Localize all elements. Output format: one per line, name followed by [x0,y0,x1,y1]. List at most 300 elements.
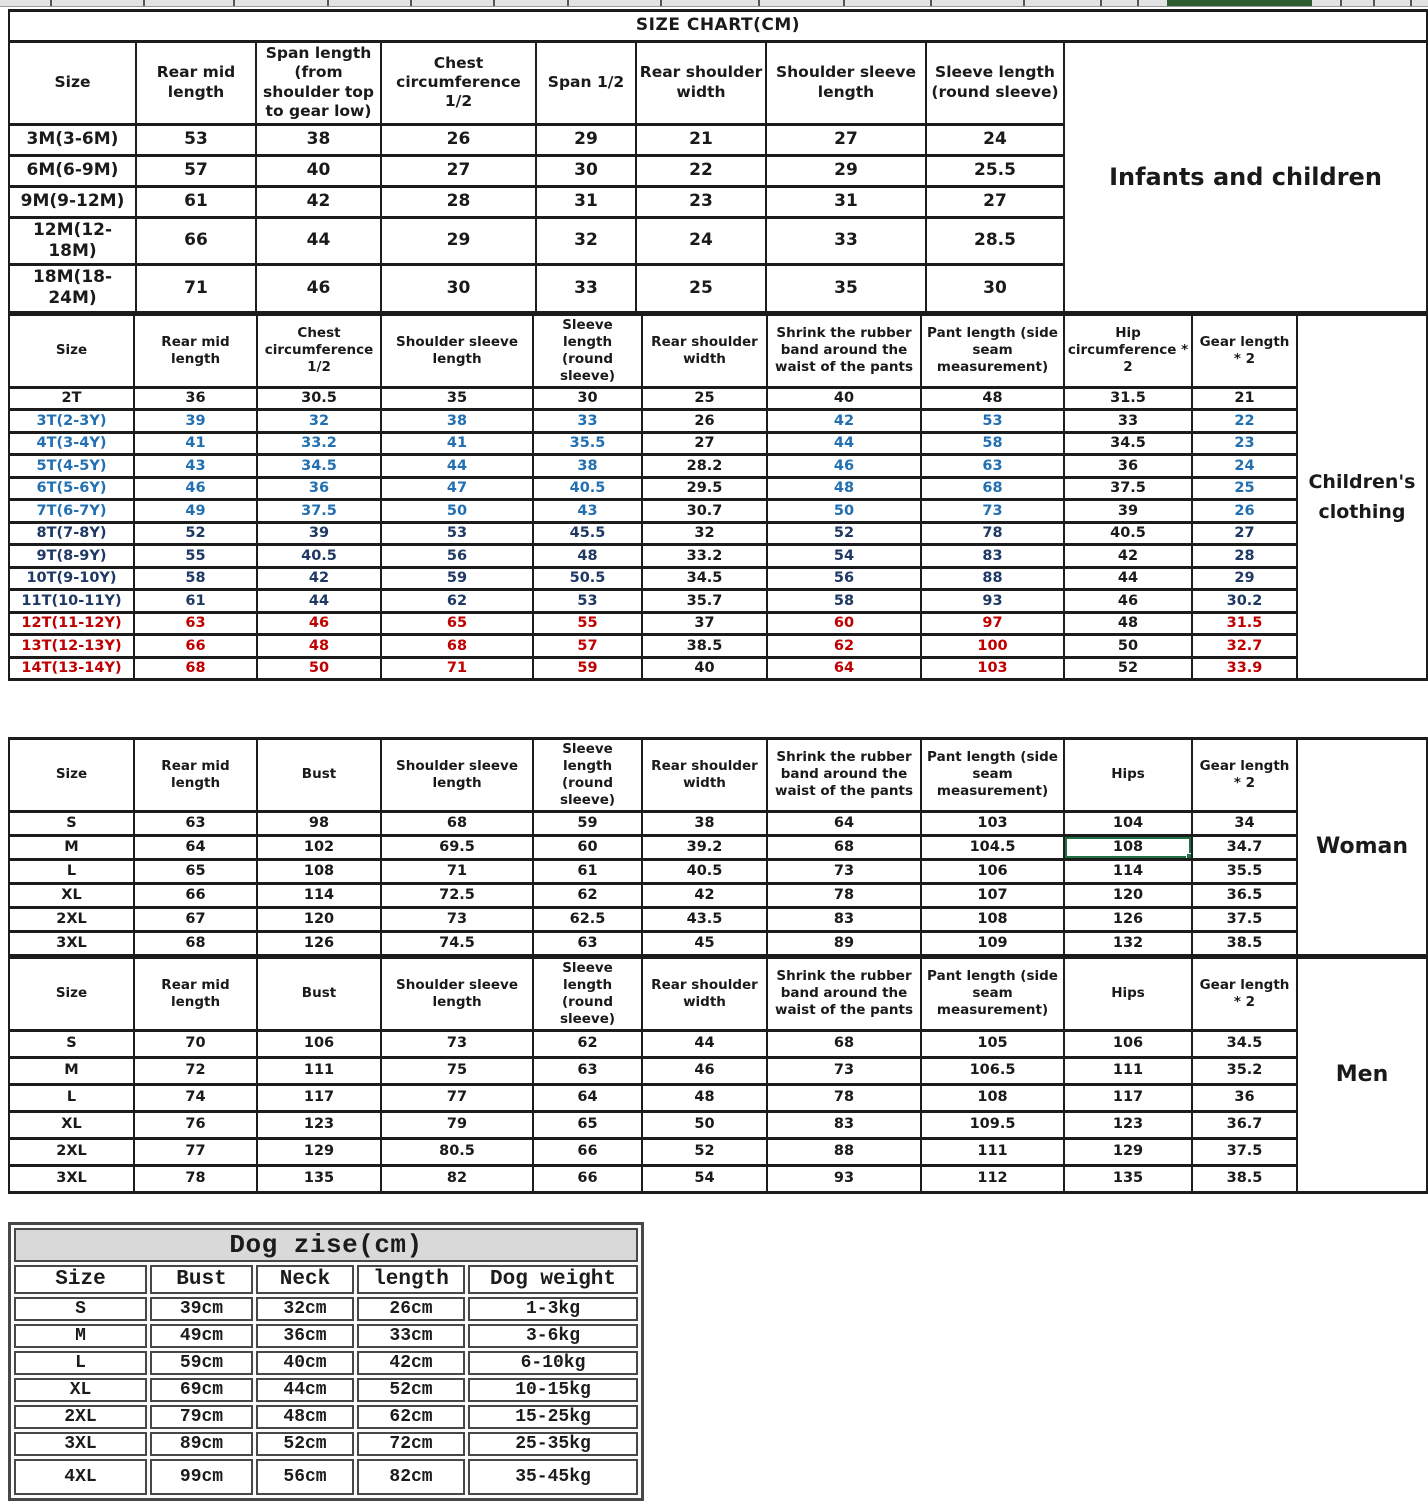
column-header: Bust [257,739,381,812]
table-row [14,1324,638,1348]
table-cell: 40cm [256,1351,354,1375]
table-row [9,1138,1427,1165]
column-header: Size [9,42,136,125]
table-cell: 64 [533,1084,642,1111]
column-header: Chest circumference 1/2 [257,315,381,388]
table-row [9,455,1427,478]
table-cell: 35.2 [1192,1057,1297,1084]
table-row [14,1351,638,1375]
column-header: Span 1/2 [536,42,636,125]
row-size-label: 8T(7-8Y) [9,522,134,545]
table-cell: 77 [381,1084,533,1111]
column-boundary-tick [1023,0,1025,6]
table-cell: 42 [256,186,381,217]
table-cell: 99cm [150,1459,253,1495]
column-header: Gear length * 2 [1192,958,1297,1031]
table-cell: 71 [381,859,533,883]
table-cell: 30.2 [1192,590,1297,613]
column-header: Shoulder sleeve length [766,42,926,125]
size-chart-title: SIZE CHART(CM) [9,11,1427,42]
table-cell: 111 [921,1138,1064,1165]
table-cell: 34.5 [257,455,381,478]
children-size-table [8,313,1428,681]
table-cell: 126 [257,931,381,955]
table-cell: 37.5 [1064,477,1192,500]
table-cell: 33.9 [1192,657,1297,680]
column-boundary-tick [758,0,760,6]
table-cell: 63 [134,811,257,835]
table-cell: 33 [1064,410,1192,433]
row-size-label: M [14,1324,147,1348]
table-cell: 29 [536,124,636,155]
table-cell: 1-3kg [468,1297,638,1321]
column-header: Shoulder sleeve length [381,315,533,388]
table-cell: 26cm [357,1297,465,1321]
column-header: Sleeve length (round sleeve) [533,739,642,812]
table-row [14,1459,638,1495]
column-boundary-tick [930,0,932,6]
table-cell: 41 [381,432,533,455]
category-label-woman: Woman [1297,739,1427,956]
table-cell: 32 [642,522,767,545]
column-boundary-tick [843,0,845,6]
table-cell: 50 [1064,635,1192,658]
table-row [14,1405,638,1429]
table-cell: 38 [381,410,533,433]
column-header: Chest circumference 1/2 [381,42,536,125]
column-header: Pant length (side seam measurement) [921,315,1064,388]
table-cell: 32 [257,410,381,433]
column-header: Sleeve length (round sleeve) [926,42,1064,125]
table-cell: 26 [1192,500,1297,523]
column-boundary-tick [493,0,495,6]
table-cell: 89cm [150,1432,253,1456]
table-cell: 26 [381,124,536,155]
column-header: Gear length * 2 [1192,315,1297,388]
row-size-label: XL [9,883,134,907]
row-size-label: 5T(4-5Y) [9,455,134,478]
table-row [9,590,1427,613]
table-cell: 75 [381,1057,533,1084]
table-cell: 27 [766,124,926,155]
table-cell: 30 [533,387,642,410]
table-row [9,1057,1427,1084]
column-header: Bust [150,1265,253,1294]
table-row [9,883,1427,907]
table-cell: 40.5 [533,477,642,500]
table-cell: 78 [767,883,921,907]
table-cell: 88 [767,1138,921,1165]
table-cell: 88 [921,567,1064,590]
table-header-row [9,739,1427,812]
table-cell: 63 [533,1057,642,1084]
table-cell: 48 [257,635,381,658]
table-cell: 40 [767,387,921,410]
table-cell: 80.5 [381,1138,533,1165]
table-cell: 30 [926,265,1064,313]
table-cell: 100 [921,635,1064,658]
row-size-label: 11T(10-11Y) [9,590,134,613]
column-header: Shrink the rubber band around the waist of the pants [767,739,921,812]
table-cell: 83 [767,1111,921,1138]
table-cell: 93 [921,590,1064,613]
table-cell: 104.5 [921,835,1064,859]
table-cell: 30 [381,265,536,313]
table-cell: 52 [1064,657,1192,680]
table-cell: 64 [767,657,921,680]
table-cell: 15-25kg [468,1405,638,1429]
table-cell: 108 [921,1084,1064,1111]
column-header: length [357,1265,465,1294]
table-cell: 63 [921,455,1064,478]
table-cell: 52 [134,522,257,545]
table-cell: 31 [536,186,636,217]
table-cell: 54 [767,545,921,568]
table-cell: 36.5 [1192,883,1297,907]
column-header: Shoulder sleeve length [381,739,533,812]
table-cell: 29 [381,217,536,265]
table-header-row [9,42,1427,125]
table-cell: 33 [533,410,642,433]
table-cell: 47 [381,477,533,500]
table-cell: 32 [536,217,636,265]
column-header: Size [14,1265,147,1294]
table-cell: 46 [642,1057,767,1084]
column-header: Rear mid length [134,739,257,812]
row-size-label: 9M(9-12M) [9,186,136,217]
table-cell: 31.5 [1064,387,1192,410]
table-cell: 61 [136,186,256,217]
table-cell: 58 [767,590,921,613]
column-header: Rear mid length [134,315,257,388]
table-row [9,545,1427,568]
table-cell: 106 [257,1030,381,1057]
column-boundary-tick [567,0,569,6]
table-cell: 55 [134,545,257,568]
table-cell: 50 [767,500,921,523]
table-row [9,1030,1427,1057]
column-header: Sleeve length (round sleeve) [533,958,642,1031]
table-cell: 79 [381,1111,533,1138]
table-cell: 97 [921,612,1064,635]
table-cell: 72cm [357,1432,465,1456]
category-label-children: Children's clothing [1297,315,1427,680]
table-cell: 35 [766,265,926,313]
table-cell: 23 [1192,432,1297,455]
table-cell: 117 [257,1084,381,1111]
table-cell: 44cm [256,1378,354,1402]
table-cell: 53 [921,410,1064,433]
table-cell: 61 [134,590,257,613]
column-boundary-tick [327,0,329,6]
column-header: Size [9,958,134,1031]
table-cell: 58 [134,567,257,590]
table-cell: 108 [257,859,381,883]
table-cell: 33.2 [642,545,767,568]
table-cell: 48 [767,477,921,500]
table-cell: 36.7 [1192,1111,1297,1138]
table-cell: 73 [767,1057,921,1084]
table-cell: 74 [134,1084,257,1111]
row-size-label: 2XL [9,1138,134,1165]
table-row [14,1432,638,1456]
column-boundary-tick [660,0,662,6]
table-cell: 34 [1192,811,1297,835]
table-cell: 41 [134,432,257,455]
table-cell: 65 [134,859,257,883]
table-row [9,635,1427,658]
column-header: Hip circumference * 2 [1064,315,1192,388]
column-header: Neck [256,1265,354,1294]
table-cell: 114 [1064,859,1192,883]
table-cell: 37 [642,612,767,635]
table-cell: 42cm [357,1351,465,1375]
table-cell: 78 [134,1165,257,1192]
table-cell: 25 [636,265,766,313]
table-row [9,410,1427,433]
table-cell: 43.5 [642,907,767,931]
category-label-men: Men [1297,958,1427,1193]
table-cell: 28 [1192,545,1297,568]
table-cell: 30.7 [642,500,767,523]
table-cell: 66 [533,1165,642,1192]
table-cell: 23 [636,186,766,217]
column-header: Dog weight [468,1265,638,1294]
table-cell: 98 [257,811,381,835]
table-cell: 129 [257,1138,381,1165]
table-row [9,1111,1427,1138]
table-cell: 74.5 [381,931,533,955]
table-cell: 48 [642,1084,767,1111]
table-cell: 50 [642,1111,767,1138]
table-cell: 106 [921,859,1064,883]
row-size-label: 6M(6-9M) [9,155,136,186]
table-cell: 103 [921,811,1064,835]
row-size-label: S [14,1297,147,1321]
column-boundary-tick [1410,0,1412,6]
table-cell: 83 [767,907,921,931]
table-cell: 21 [636,124,766,155]
table-cell: 48 [921,387,1064,410]
table-cell: 58 [921,432,1064,455]
table-cell: 39.2 [642,835,767,859]
table-cell: 71 [136,265,256,313]
column-header: Rear shoulder width [642,739,767,812]
table-cell: 66 [134,635,257,658]
row-size-label: 3XL [9,1165,134,1192]
table-row [9,907,1427,931]
table-cell: 120 [257,907,381,931]
row-size-label: 2XL [14,1405,147,1429]
table-cell: 68 [134,657,257,680]
table-cell: 114 [257,883,381,907]
table-cell: 83 [921,545,1064,568]
table-cell: 46 [1064,590,1192,613]
table-row [9,387,1427,410]
column-boundary-tick [1340,0,1342,6]
table-cell: 48cm [256,1405,354,1429]
table-row [9,1084,1427,1111]
dog-table-title: Dog zise(cm) [14,1228,638,1262]
table-cell: 56cm [256,1459,354,1495]
table-cell: 26 [642,410,767,433]
table-cell: 36cm [256,1324,354,1348]
table-cell: 68 [381,811,533,835]
column-boundary-tick [233,0,235,6]
table-cell: 62 [533,1030,642,1057]
table-cell: 123 [257,1111,381,1138]
table-cell: 111 [1064,1057,1192,1084]
table-cell: 104 [1064,811,1192,835]
table-cell: 44 [767,432,921,455]
table-cell: 68 [134,931,257,955]
table-cell: 49cm [150,1324,253,1348]
table-cell: 27 [1192,522,1297,545]
table-cell: 72 [134,1057,257,1084]
table-cell: 36 [1192,1084,1297,1111]
table-cell: 33 [766,217,926,265]
table-cell: 38.5 [642,635,767,658]
column-header: Shrink the rubber band around the waist of the pants [767,315,921,388]
column-header: Rear shoulder width [642,315,767,388]
column-boundary-tick [143,0,145,6]
table-cell: 106 [1064,1030,1192,1057]
row-size-label: 9T(8-9Y) [9,545,134,568]
table-cell: 36 [257,477,381,500]
table-cell: 76 [134,1111,257,1138]
row-size-label: 13T(12-13Y) [9,635,134,658]
table-cell: 35.5 [1192,859,1297,883]
table-cell: 31.5 [1192,612,1297,635]
table-cell: 6-10kg [468,1351,638,1375]
table-cell: 78 [921,522,1064,545]
table-cell: 106.5 [921,1057,1064,1084]
table-cell: 25 [642,387,767,410]
table-row [9,477,1427,500]
woman-size-table [8,737,1428,957]
table-cell: 63 [134,612,257,635]
table-cell: 29.5 [642,477,767,500]
table-cell: 35.5 [533,432,642,455]
table-cell: 29 [766,155,926,186]
table-cell: 38 [642,811,767,835]
table-cell: 3-6kg [468,1324,638,1348]
row-size-label: L [14,1351,147,1375]
table-row [14,1297,638,1321]
table-cell: 37.5 [1192,1138,1297,1165]
table-cell: 62 [381,590,533,613]
table-cell: 44 [642,1030,767,1057]
table-cell: 70 [134,1030,257,1057]
table-cell: 66 [136,217,256,265]
table-cell: 69cm [150,1378,253,1402]
column-header: Bust [257,958,381,1031]
table-cell: 65 [381,612,533,635]
table-header-row [9,315,1427,388]
table-cell: 126 [1064,907,1192,931]
table-cell: 82 [381,1165,533,1192]
spreadsheet-header-strip [0,0,1428,7]
category-label-infants: Infants and children [1064,42,1427,313]
table-cell: 78 [767,1084,921,1111]
table-cell: 52 [642,1138,767,1165]
table-cell: 60 [767,612,921,635]
table-cell: 35.7 [642,590,767,613]
table-cell: 35 [381,387,533,410]
row-size-label: 2XL [9,907,134,931]
table-cell: 108 [921,907,1064,931]
table-row [9,835,1427,859]
table-cell: 67 [134,907,257,931]
table-cell: 50.5 [533,567,642,590]
table-cell: 69.5 [381,835,533,859]
table-cell: 43 [533,500,642,523]
table-cell: 112 [921,1165,1064,1192]
table-cell: 111 [257,1057,381,1084]
table-cell: 79cm [150,1405,253,1429]
table-cell: 123 [1064,1111,1192,1138]
row-size-label: M [9,1057,134,1084]
table-cell: 52cm [357,1378,465,1402]
table-row [9,811,1427,835]
table-cell: 68 [921,477,1064,500]
row-size-label: XL [9,1111,134,1138]
table-cell: 44 [381,455,533,478]
table-cell: 59 [381,567,533,590]
table-cell: 52 [767,522,921,545]
table-cell: 32cm [256,1297,354,1321]
column-header: Rear mid length [134,958,257,1031]
table-cell: 36 [1064,455,1192,478]
table-cell: 55 [533,612,642,635]
table-cell: 43 [134,455,257,478]
table-cell: 50 [257,657,381,680]
table-row [9,859,1427,883]
table-cell: 31 [766,186,926,217]
men-size-table [8,956,1428,1194]
row-size-label: L [9,859,134,883]
table-cell: 30 [536,155,636,186]
table-cell: 33 [536,265,636,313]
table-cell: 33cm [357,1324,465,1348]
table-cell: 36 [134,387,257,410]
table-cell: 37.5 [1192,907,1297,931]
table-cell: 73 [921,500,1064,523]
table-cell: 32.7 [1192,635,1297,658]
table-cell: 21 [1192,387,1297,410]
table-cell: 129 [1064,1138,1192,1165]
table-cell: 30.5 [257,387,381,410]
table-cell: 49 [134,500,257,523]
table-cell: 66 [533,1138,642,1165]
column-header: Rear shoulder width [636,42,766,125]
infants-size-table [8,9,1428,314]
table-cell: 117 [1064,1084,1192,1111]
row-size-label: 10T(9-10Y) [9,567,134,590]
row-size-label: 4T(3-4Y) [9,432,134,455]
table-cell: 34.5 [1192,1030,1297,1057]
table-cell: 61 [533,859,642,883]
row-size-label: M [9,835,134,859]
table-cell: 68 [767,835,921,859]
table-cell: 39 [257,522,381,545]
table-cell: 73 [381,1030,533,1057]
table-row [9,567,1427,590]
column-header: Hips [1064,739,1192,812]
table-cell: 71 [381,657,533,680]
column-header: Sleeve length (round sleeve) [533,315,642,388]
table-cell: 44 [1064,567,1192,590]
